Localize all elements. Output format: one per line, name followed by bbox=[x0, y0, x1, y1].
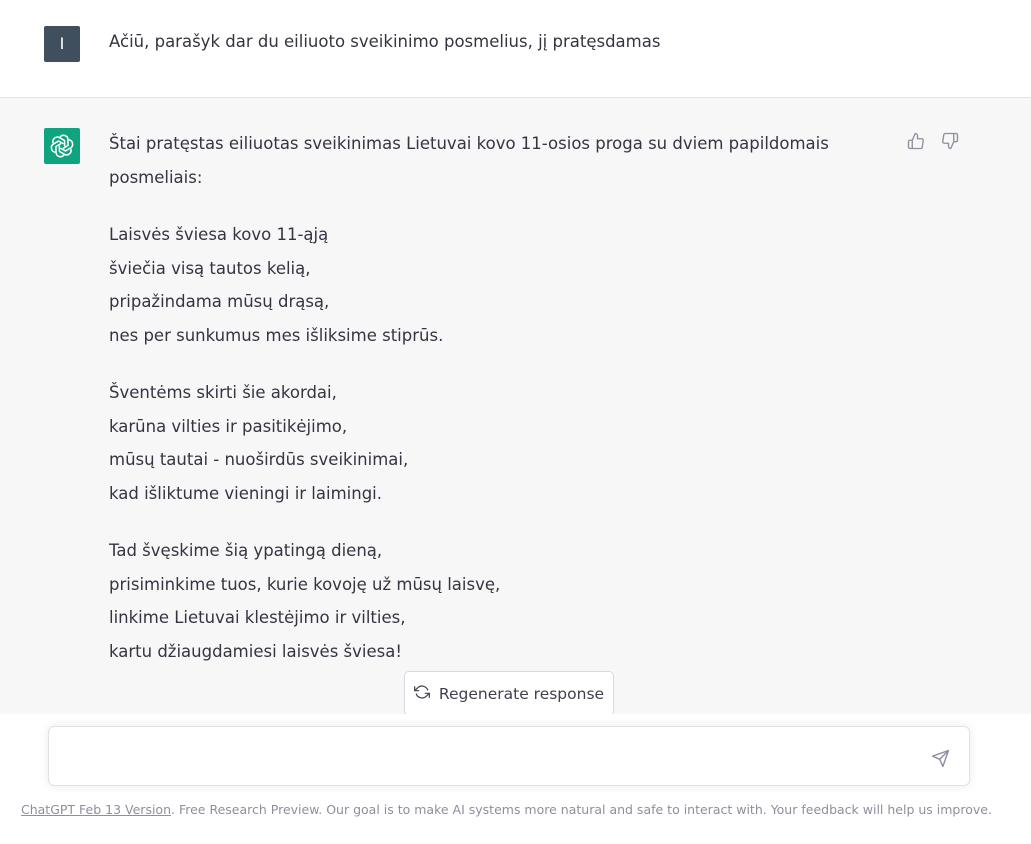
refresh-icon bbox=[414, 684, 430, 704]
thumbs-up-icon[interactable] bbox=[905, 130, 927, 152]
openai-logo-icon bbox=[44, 128, 80, 164]
assistant-intro: Štai pratęstas eiliuotas sveikinimas Lietuvai kovo 11-osios proga su dviem papildomais posmeliais: bbox=[109, 134, 829, 187]
poem-stanza bbox=[109, 534, 869, 668]
poem-line: prisiminkime tuos, kurie kovoję už mūsų laisvę, bbox=[109, 574, 501, 594]
version-link[interactable]: ChatGPT Feb 13 Version bbox=[21, 802, 171, 817]
composer-area bbox=[0, 714, 1031, 844]
poem-line: karūna vilties ir pasitikėjimo, bbox=[109, 416, 348, 436]
poem-line: Laisvės šviesa kovo 11-ąją bbox=[109, 225, 329, 244]
poem-stanza bbox=[109, 218, 869, 352]
user-message-row bbox=[0, 0, 1031, 98]
poem-line: linkime Lietuvai klestėjimo ir vilties, bbox=[109, 608, 406, 627]
user-avatar: I bbox=[44, 26, 80, 62]
poem-line: mūsų tautai - nuoširdūs sveikinimai, bbox=[109, 450, 409, 469]
thumbs-down-icon[interactable] bbox=[939, 130, 961, 152]
poem-line: Šventėms skirti šie akordai, bbox=[109, 383, 337, 402]
message-input-box bbox=[48, 726, 970, 786]
poem-stanza bbox=[109, 376, 869, 510]
regenerate-button[interactable] bbox=[404, 671, 614, 716]
poem-line: kad išliktume vieningi ir laimingi. bbox=[109, 483, 383, 503]
poem-line: kartu džiaugdamiesi laisvės šviesa! bbox=[109, 641, 402, 661]
send-icon[interactable] bbox=[929, 747, 951, 769]
footer-text: . Free Research Preview. Our goal is to make AI systems more natural and safe to interact with. Your feedback will help us improve. bbox=[171, 802, 992, 817]
user-message-text: Ačiū, parašyk dar du eiliuoto sveikinimo posmelius, jį pratęsdamas bbox=[109, 32, 661, 51]
assistant-message-text bbox=[109, 127, 869, 692]
footer-disclaimer bbox=[21, 802, 1011, 817]
poem-line: nes per sunkumus mes išliksime stiprūs. bbox=[109, 325, 444, 345]
poem-line: Tad švęskime šią ypatingą dieną, bbox=[109, 541, 383, 560]
poem-line: pripažindama mūsų drąsą, bbox=[109, 292, 330, 311]
poem bbox=[109, 218, 869, 668]
poem-line: šviečia visą tautos kelią, bbox=[109, 258, 311, 278]
regenerate-label: Regenerate response bbox=[438, 684, 605, 703]
feedback-buttons bbox=[905, 130, 961, 152]
assistant-message-row bbox=[0, 98, 1031, 714]
message-input[interactable] bbox=[65, 745, 915, 771]
